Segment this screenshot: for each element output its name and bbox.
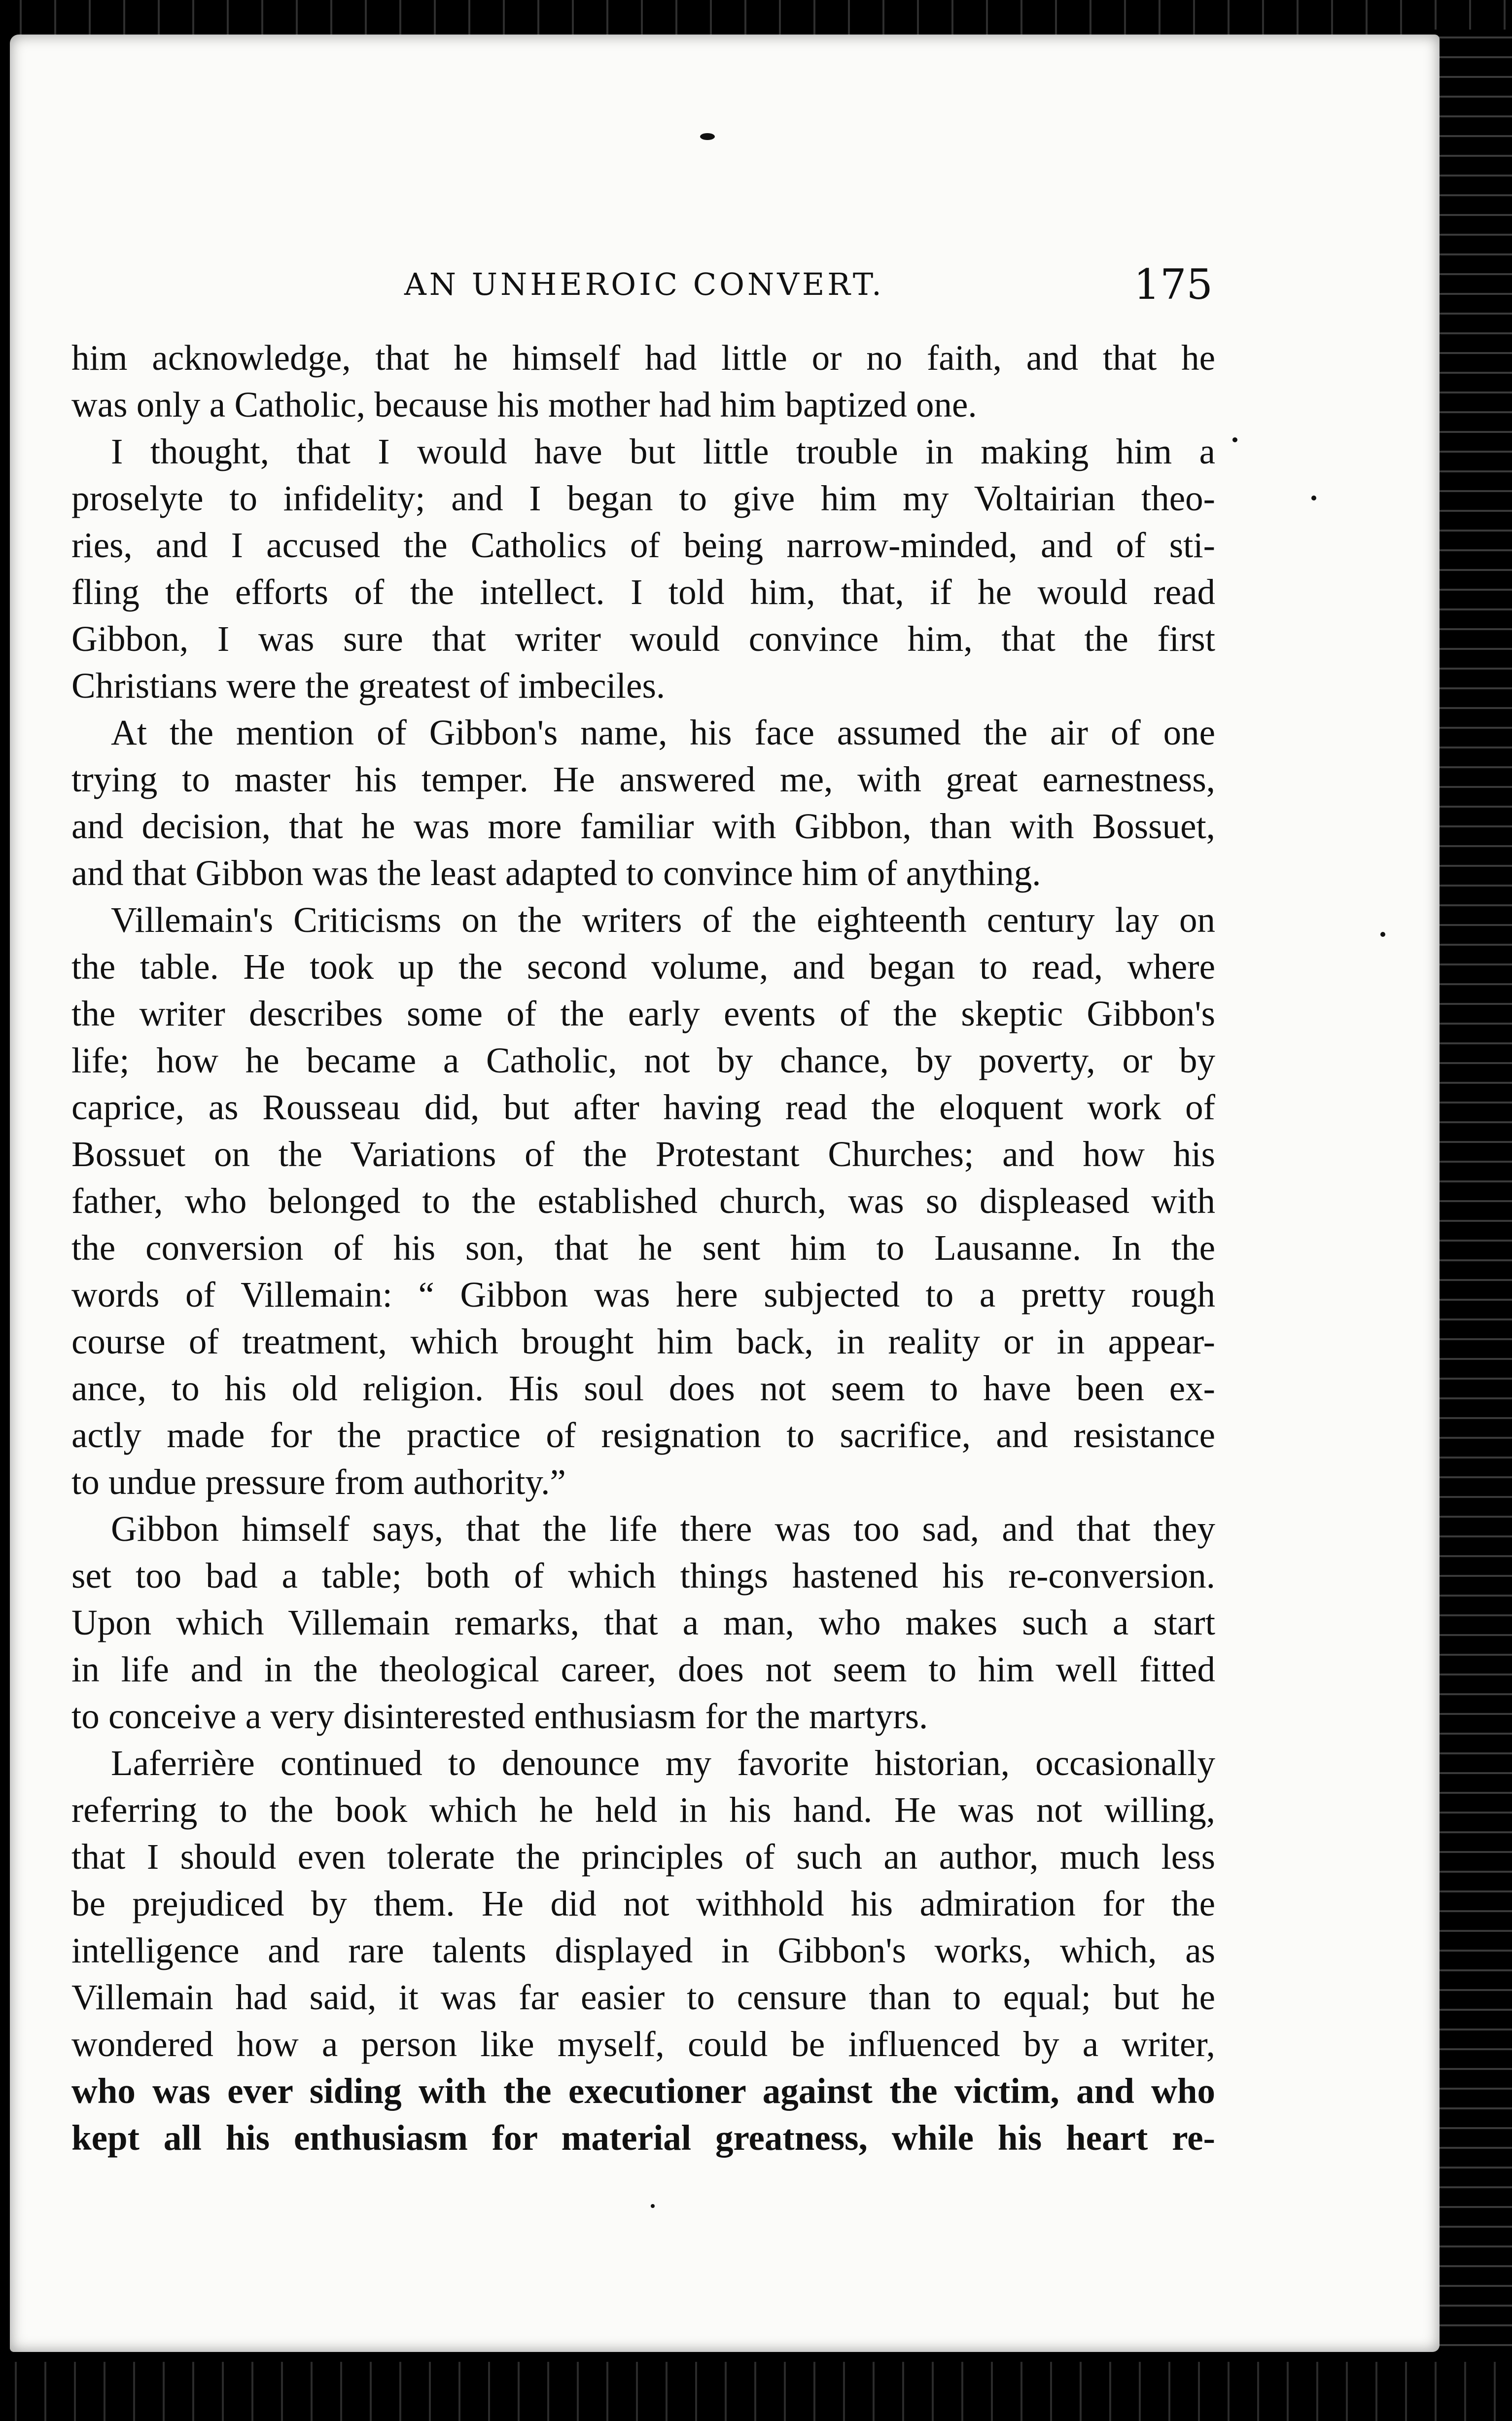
text-line: wondered how a person like myself, could be influenced by a writer, [71,2024,1215,2064]
text-line: in life and in the theological career, does not seem to him well fitted [71,1649,1215,1689]
body-text [71,334,1215,2161]
text-line: the writer describes some of the early events of the skeptic Gibbon's [71,994,1215,1033]
ink-speck [700,133,715,140]
text-line: Bossuet on the Variations of the Protestant Churches; and how his [71,1134,1215,1174]
text-line: and decision, that he was more familiar with Gibbon, than with Bossuet, [71,806,1215,846]
text-line: father, who belonged to the established church, was so displeased with [71,1181,1215,1221]
text-line: life; how he became a Catholic, not by chance, by poverty, or by [71,1040,1215,1080]
text-line: and that Gibbon was the least adapted to convince him of anything. [71,853,1041,893]
text-line: At the mention of Gibbon's name, his face assumed the air of one [111,712,1215,752]
text-line: was only a Catholic, because his mother had him baptized one. [71,385,977,425]
text-line: trying to master his temper. He answered me, with great earnestness, [71,759,1215,799]
text-line: the table. He took up the second volume, and began to read, where [71,947,1215,987]
text-line: I thought, that I would have but little trouble in making him a [111,431,1215,471]
text-line: actly made for the practice of resignation to sacrifice, and resistance [71,1415,1215,1455]
text-line: to undue pressure from authority.” [71,1462,566,1502]
text-line: the conversion of his son, that he sent him to Lausanne. In the [71,1228,1215,1268]
text-line: to conceive a very disinterested enthusiasm for the martyrs. [71,1696,928,1736]
text-line: fling the efforts of the intellect. I told him, that, if he would read [71,572,1215,612]
ink-speck [1311,496,1316,500]
text-line: Upon which Villemain remarks, that a man, who makes such a start [71,1602,1215,1642]
ink-speck [1232,437,1237,442]
text-line: who was ever siding with the executioner against the victim, and who [71,2071,1215,2111]
paragraph-4 [71,896,1215,1505]
text-line: caprice, as Rousseau did, but after having read the eloquent work of [71,1087,1215,1127]
paragraph-3 [71,709,1215,896]
text-line: referring to the book which he held in his hand. He was not willing, [71,1790,1215,1830]
text-line: set too bad a table; both of which things hastened his re-conversion. [71,1556,1215,1596]
ink-speck [651,2204,655,2208]
text-line: words of Villemain: “ Gibbon was here subjected to a pretty rough [71,1275,1215,1315]
page-header [69,256,1213,316]
text-line: Gibbon, I was sure that writer would convince him, that the first [71,619,1215,659]
ink-speck [1380,932,1385,937]
text-line: ance, to his old religion. His soul does not seem to have been ex- [71,1368,1215,1408]
text-line: intelligence and rare talents displayed in Gibbon's works, which, as [71,1930,1215,1970]
text-line: Gibbon himself says, that the life there was too sad, and that they [111,1509,1215,1549]
paragraph-2 [71,428,1215,709]
paragraph-6 [71,1740,1215,2161]
paragraph-1 [71,334,1215,428]
scan-bottom-edge [0,2362,1512,2421]
text-line: Laferrière continued to denounce my favorite historian, occasionally [111,1743,1215,1783]
text-line: Villemain's Criticisms on the writers of the eighteenth century lay on [111,900,1215,940]
text-line: Christians were the greatest of imbeciles. [71,666,666,706]
text-line: Villemain had said, it was far easier to censure than to equal; but he [71,1977,1215,2017]
paragraph-5 [71,1505,1215,1740]
text-line: kept all his enthusiasm for material greatness, while his heart re- [71,2118,1215,2158]
page-number: 175 [1133,260,1213,309]
text-line: proselyte to infidelity; and I began to give him my Voltairian theo- [71,478,1215,518]
text-line: course of treatment, which brought him back, in reality or in appear- [71,1321,1215,1361]
running-head: AN UNHEROIC CONVERT. [404,266,884,302]
text-line: be prejudiced by them. He did not withhold his admiration for the [71,1884,1215,1923]
text-line: that I should even tolerate the principles of such an author, much less [71,1837,1215,1877]
text-line: him acknowledge, that he himself had little or no faith, and that he [71,338,1215,378]
text-line: ries, and I accused the Catholics of being narrow-minded, and of sti- [71,525,1215,565]
